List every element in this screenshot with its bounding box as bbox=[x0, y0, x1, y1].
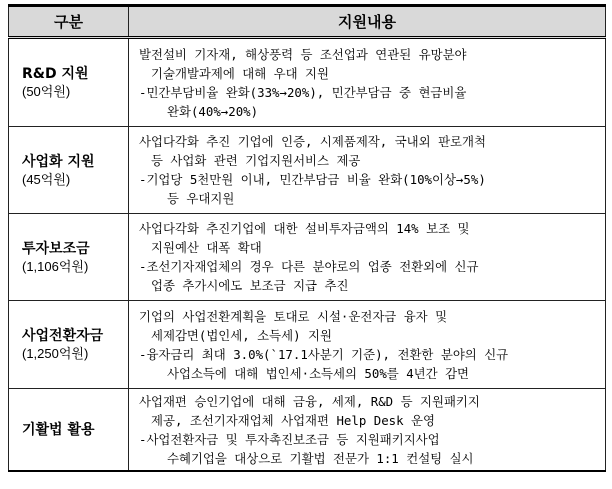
content-line: -사업전환자금 및 투자촉진보조금 등 지원패키지사업 bbox=[139, 431, 440, 447]
category-title: 사업전환자금 bbox=[22, 328, 104, 344]
content-line: 세제감면(법인세, 소득세) 지원 bbox=[151, 327, 332, 343]
category-title: 기활법 활용 bbox=[22, 421, 95, 438]
category-cell bbox=[9, 127, 129, 214]
content-line: 지원예산 대폭 확대 bbox=[151, 240, 262, 255]
content-cell bbox=[129, 301, 606, 389]
content-line: 기업의 사업전환계획을 토대로 시설·운전자금 융자 및 bbox=[139, 308, 448, 324]
category-title: R&D 지원 bbox=[22, 66, 89, 82]
category-budget: (1,106억원) bbox=[22, 258, 89, 274]
content-line: 사업다각화 추진기업에 대한 설비투자금액의 14% 보조 및 bbox=[139, 221, 470, 236]
category-title: 사업화 지원 bbox=[22, 153, 95, 170]
content-line: 사업소득에 대해 법인세·소득세의 50%를 4년간 감면 bbox=[167, 365, 470, 381]
content-line: -조선기자재업체의 경우 다른 분야로의 업종 전환외에 신규 bbox=[139, 259, 479, 274]
content-line: 업종 추가시에도 보조금 지급 추진 bbox=[151, 278, 349, 293]
category-title: 투자보조금 bbox=[22, 240, 90, 257]
table-row bbox=[9, 389, 606, 472]
content-cell bbox=[129, 214, 606, 301]
content-line: 사업다각화 추진 기업에 인증, 시제품제작, 국내외 판로개척 bbox=[139, 134, 486, 149]
table-row bbox=[9, 38, 606, 127]
content-cell bbox=[129, 389, 606, 472]
column-header-content: 지원내용 bbox=[129, 6, 606, 38]
table-row bbox=[9, 301, 606, 389]
content-line: -융자금리 최대 3.0%(`17.1사분기 기준), 전환한 분야의 신규 bbox=[139, 346, 509, 362]
content-line: 완화(40%→20%) bbox=[167, 103, 259, 119]
content-line: 제공, 조선기자재업체 사업재편 Help Desk 운영 bbox=[151, 412, 435, 428]
content-cell bbox=[129, 38, 606, 127]
category-cell bbox=[9, 389, 129, 472]
category-budget: (50억원) bbox=[22, 84, 71, 99]
category-cell bbox=[9, 301, 129, 389]
content-line: 기술개발과제에 대해 우대 지원 bbox=[151, 65, 329, 81]
table-row bbox=[9, 214, 606, 301]
category-cell bbox=[9, 38, 129, 127]
content-line: -기업당 5천만원 이내, 민간부담금 비율 완화(10%이상→5%) bbox=[139, 172, 486, 187]
table-row bbox=[9, 127, 606, 214]
table-header-row bbox=[9, 6, 606, 38]
category-cell bbox=[9, 214, 129, 301]
content-cell bbox=[129, 127, 606, 214]
category-budget: (45억원) bbox=[22, 171, 71, 187]
column-header-category: 구분 bbox=[9, 6, 129, 38]
content-line: 사업재편 승인기업에 대해 금융, 세제, R&D 등 지원패키지 bbox=[139, 393, 480, 409]
content-line: 등 우대지원 bbox=[167, 191, 235, 206]
content-line: 등 사업화 관련 기업지원서비스 제공 bbox=[151, 153, 361, 168]
category-budget: (1,250억원) bbox=[22, 346, 89, 361]
content-line: 발전설비 기자재, 해상풍력 등 조선업과 연관된 유망분야 bbox=[139, 46, 467, 62]
content-line: -민간부담비율 완화(33%→20%), 민간부담금 중 현금비율 bbox=[139, 84, 467, 100]
support-table bbox=[8, 4, 606, 472]
content-line: 수혜기업을 대상으로 기활법 전문가 1:1 컨설팅 실시 bbox=[167, 450, 474, 466]
